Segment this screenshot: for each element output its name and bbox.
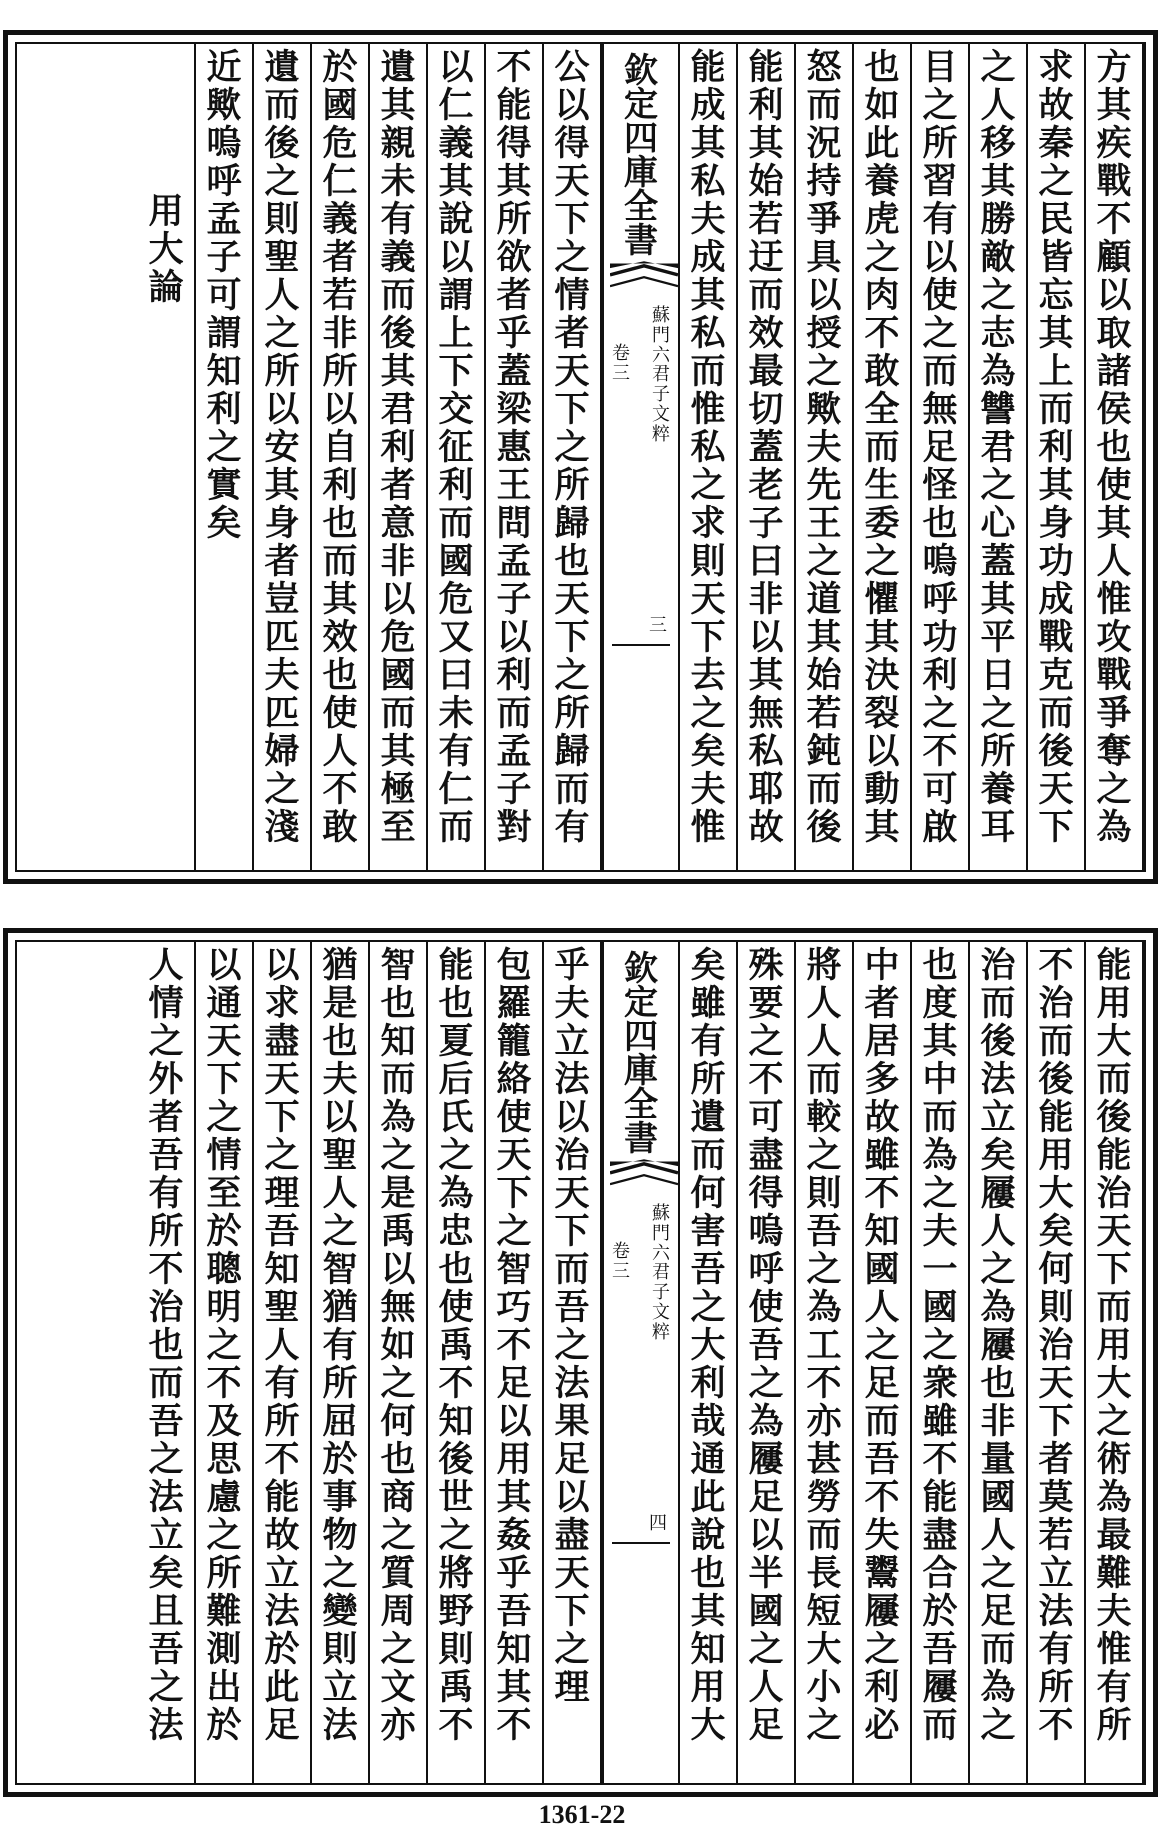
- top-text-column-r8: 能 成 其 私 夫 成 其 私 而 惟 私 之 求 則 天 下 去 之 矣 夫 惟: [680, 44, 738, 870]
- top-text-column-r1: 方 其 疾 戰 不 顧 以 取 諸 侯 也 使 其 人 惟 攻 戰 爭 奪 之 為: [1086, 44, 1144, 870]
- top-page-frame: [3, 30, 1158, 884]
- bottom-header-title: 欽 定 四 庫 全 書: [624, 949, 658, 1159]
- top-text-column-l4: 遺 其 親 未 有 義 而 後 其 君 利 者 意 非 以 危 國 而 其 極 至: [370, 44, 428, 870]
- top-header-title: 欽 定 四 庫 全 書: [624, 51, 658, 261]
- top-text-column-l2: 不 能 得 其 所 欲 者 乎 蓋 梁 惠 王 問 孟 子 以 利 而 孟 子 對: [486, 44, 544, 870]
- top-empty-margin-column: [17, 44, 138, 870]
- bottom-text-column-r3: 治 而 後 法 立 矣 屨 人 之 為 屨 也 非 量 國 人 之 足 而 為 之: [970, 942, 1028, 1783]
- bottom-text-column-l3: 能 也 夏 后 氏 之 為 忠 也 使 禹 不 知 後 世 之 將 野 則 禹 不: [428, 942, 486, 1783]
- top-text-column-r4: 目 之 所 習 有 以 使 之 而 無 足 怪 也 嗚 呼 功 利 之 不 可 啟: [912, 44, 970, 870]
- bottom-text-column-r6: 將 人 人 而 較 之 則 吾 之 為 工 不 亦 甚 勞 而 長 短 大 小 之: [796, 942, 854, 1783]
- bottom-text-column-l2: 包 羅 籠 絡 使 天 下 之 智 巧 不 足 以 用 其 姦 乎 吾 知 其 不: [486, 942, 544, 1783]
- bottom-page-frame: [3, 928, 1158, 1797]
- bottom-book-title: 蘇 門 六 君 子 文 粹: [652, 1203, 670, 1343]
- bottom-text-column-l7: 以 通 天 下 之 情 至 於 聰 明 之 不 及 思 慮 之 所 難 測 出 於: [196, 942, 254, 1783]
- page-footer-number: 1361-22: [538, 1800, 626, 1829]
- top-text-column-l5: 於 國 危 仁 義 者 若 非 所 以 自 利 也 而 其 效 也 使 人 不 敢: [312, 44, 370, 870]
- top-juan-label: 卷 三: [612, 343, 630, 384]
- top-center-banner: [602, 44, 680, 870]
- top-text-column-r3: 之 人 移 其 勝 敵 之 志 為 讐 君 之 心 蓋 其 平 日 之 所 養 耳: [970, 44, 1028, 870]
- bottom-text-column-r7: 殊 要 之 不 可 盡 得 嗚 呼 使 吾 之 為 屨 足 以 半 國 之 人 足: [738, 942, 796, 1783]
- bottom-text-column-l1: 乎 夫 立 法 以 治 天 下 而 吾 之 法 果 足 以 盡 天 下 之 理: [544, 942, 602, 1783]
- top-page-text-area: [15, 42, 1146, 872]
- bottom-text-column-r1: 能 用 大 而 後 能 治 天 下 而 用 大 之 術 為 最 難 夫 惟 有 所: [1086, 942, 1144, 1783]
- top-text-column-r2: 求 故 秦 之 民 皆 忘 其 上 而 利 其 身 功 成 戰 克 而 後 天 下: [1028, 44, 1086, 870]
- top-text-column-l1: 公 以 得 天 下 之 情 者 天 下 之 所 歸 也 天 下 之 所 歸 而 有: [544, 44, 602, 870]
- bottom-text-column-l6: 以 求 盡 天 下 之 理 吾 知 聖 人 有 所 不 能 故 立 法 於 此 足: [254, 942, 312, 1783]
- bottom-text-column-r4: 也 度 其 中 而 為 之 夫 一 國 之 衆 雖 不 能 盡 合 於 吾 屨 而: [912, 942, 970, 1783]
- bottom-page-text-area: [15, 940, 1146, 1785]
- bottom-empty-margin-column: [17, 942, 138, 1783]
- top-banner-rule: [612, 644, 670, 646]
- top-page-number: 三: [649, 615, 667, 636]
- top-book-title: 蘇 門 六 君 子 文 粹: [652, 305, 670, 445]
- top-text-column-r6: 怒 而 況 持 爭 具 以 授 之 歟 夫 先 王 之 道 其 始 若 鈍 而 後: [796, 44, 854, 870]
- top-text-column-r5: 也 如 此 養 虎 之 肉 不 敢 全 而 生 委 之 懼 其 決 裂 以 動 其: [854, 44, 912, 870]
- top-text-column-l3: 以 仁 義 其 說 以 謂 上 下 交 征 利 而 國 危 又 曰 未 有 仁 而: [428, 44, 486, 870]
- bottom-banner-rule: [612, 1542, 670, 1544]
- bottom-text-column-r2: 不 治 而 後 能 用 大 矣 何 則 治 天 下 者 莫 若 立 法 有 所 不: [1028, 942, 1086, 1783]
- bottom-text-column-r8: 矣 雖 有 所 遺 而 何 害 吾 之 大 利 哉 通 此 說 也 其 知 用 大: [680, 942, 738, 1783]
- top-text-column-r7: 能 利 其 始 若 迂 而 效 最 切 蓋 老 子 曰 非 以 其 無 私 耶 故: [738, 44, 796, 870]
- bottom-page-number: 四: [649, 1513, 667, 1534]
- top-essay-title: 用 大 論: [138, 44, 196, 870]
- top-text-column-l6: 遺 而 後 之 則 聖 人 之 所 以 安 其 身 者 豈 匹 夫 匹 婦 之 淺: [254, 44, 312, 870]
- bottom-text-column-l8: 人 情 之 外 者 吾 有 所 不 治 也 而 吾 之 法 立 矣 且 吾 之 法: [138, 942, 196, 1783]
- top-text-column-l7: 近 歟 嗚 呼 孟 子 可 謂 知 利 之 實 矣: [196, 44, 254, 870]
- bottom-fishtail-mark-icon: [610, 1157, 678, 1191]
- bottom-text-column-l4: 智 也 知 而 為 之 是 禹 以 無 如 之 何 也 商 之 質 周 之 文 亦: [370, 942, 428, 1783]
- bottom-text-column-l5: 猶 是 也 夫 以 聖 人 之 智 猶 有 所 屈 於 事 物 之 變 則 立 法: [312, 942, 370, 1783]
- top-fishtail-mark-icon: [610, 259, 678, 293]
- bottom-center-banner: [602, 942, 680, 1783]
- bottom-text-column-r5: 中 者 居 多 故 雖 不 知 國 人 之 足 而 吾 不 失 鬻 屨 之 利 必: [854, 942, 912, 1783]
- bottom-juan-label: 卷 三: [612, 1241, 630, 1282]
